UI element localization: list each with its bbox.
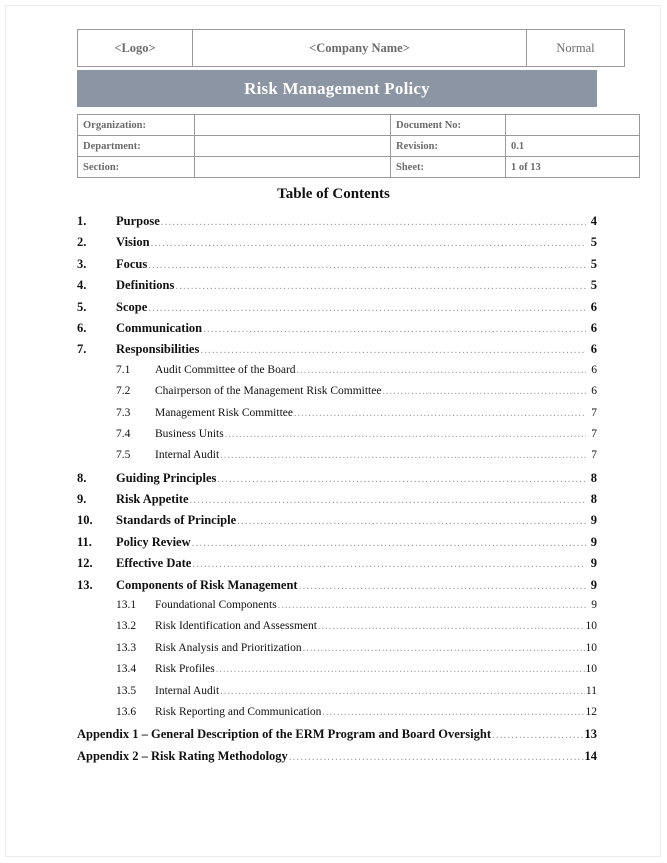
toc-dot-leader xyxy=(217,474,586,485)
toc-entry-label: Components of Risk Management xyxy=(116,577,298,592)
toc-dot-leader xyxy=(203,324,586,335)
toc-entry-number: 13.2 xyxy=(116,620,137,633)
toc-entry[interactable] xyxy=(77,214,597,235)
toc-entry-label: Appendix 2 – Risk Rating Methodology xyxy=(77,748,288,763)
toc-entry-number: 1. xyxy=(77,214,87,228)
toc-entry-page-number: 10 xyxy=(585,663,597,676)
toc-dot-leader xyxy=(278,601,586,611)
department-value xyxy=(195,136,391,157)
toc-entry-number: 7.4 xyxy=(116,427,131,440)
toc-entry-number: 10. xyxy=(77,513,93,528)
toc-entry-page-number: 11 xyxy=(585,684,597,697)
toc-dot-leader xyxy=(148,303,586,314)
toc-entry-label: Risk Identification and Assessment xyxy=(155,620,317,633)
toc-entry-label: Foundational Components xyxy=(155,599,277,612)
toc-entry-page-number: 6 xyxy=(590,299,597,314)
toc-entry[interactable] xyxy=(77,321,597,342)
toc-dot-leader xyxy=(151,238,586,249)
toc-entry-page-number: 14 xyxy=(584,748,597,763)
toc-entry-label: Responsibilities xyxy=(116,342,200,357)
toc-dot-leader xyxy=(322,708,584,718)
toc-entry-number: 13.5 xyxy=(116,684,137,697)
organization-value xyxy=(195,115,391,136)
toc-entry[interactable] xyxy=(77,385,597,406)
toc-entry-label: Purpose xyxy=(116,214,160,228)
toc-entry-label: Internal Audit xyxy=(155,449,220,462)
toc-dot-leader xyxy=(297,366,586,376)
toc-entry-label: Guiding Principles xyxy=(116,470,217,485)
toc-dot-leader xyxy=(220,687,585,697)
toc-entry[interactable] xyxy=(77,706,597,727)
toc-entry-page-number: 8 xyxy=(590,470,597,485)
toc-entry-number: 13.4 xyxy=(116,663,137,676)
toc-entry-page-number: 9 xyxy=(590,556,597,571)
toc-entry-number: 4. xyxy=(77,278,87,293)
toc-entry-number: 7.5 xyxy=(116,449,131,462)
toc-entry[interactable] xyxy=(77,257,597,278)
table-row xyxy=(78,157,640,178)
classification-cell: Normal xyxy=(527,30,625,67)
company-name-cell: <Company Name> xyxy=(193,30,527,67)
toc-entry-label: Chairperson of the Management Risk Committee xyxy=(155,385,382,398)
toc-entry-label: Risk Appetite xyxy=(116,492,189,507)
revision-label: Revision: xyxy=(391,136,506,157)
document-header-table xyxy=(77,29,625,67)
toc-entry-number: 7.2 xyxy=(116,385,131,398)
toc-entry-page-number: 9 xyxy=(590,577,597,592)
toc-entry[interactable] xyxy=(77,685,597,706)
toc-entry-number: 13.6 xyxy=(116,705,137,718)
toc-dot-leader xyxy=(192,538,586,549)
toc-entry-number: 9. xyxy=(77,492,87,507)
toc-entry[interactable] xyxy=(77,471,597,492)
toc-entry[interactable] xyxy=(77,642,597,663)
toc-dot-leader xyxy=(192,559,586,570)
toc-entry-page-number: 9 xyxy=(590,513,597,528)
toc-entry[interactable] xyxy=(77,727,597,748)
toc-entry-page-number: 5 xyxy=(590,235,597,250)
toc-entry[interactable] xyxy=(77,235,597,256)
toc-entry[interactable] xyxy=(77,364,597,385)
toc-entry-page-number: 4 xyxy=(590,214,597,228)
toc-dot-leader xyxy=(190,495,586,506)
toc-entry-number: 5. xyxy=(77,299,87,314)
toc-entry-label: Communication xyxy=(116,320,203,335)
document-meta-table xyxy=(77,114,640,178)
toc-dot-leader xyxy=(225,430,586,440)
toc-entry-label: Business Units xyxy=(155,427,224,440)
table-row xyxy=(78,136,640,157)
toc-entry-page-number: 7 xyxy=(591,406,597,419)
sheet-value: 1 of 13 xyxy=(506,157,640,178)
revision-value: 0.1 xyxy=(506,136,640,157)
toc-entry[interactable] xyxy=(77,620,597,641)
toc-dot-leader xyxy=(216,665,585,675)
toc-entry[interactable] xyxy=(77,599,597,620)
toc-entry[interactable] xyxy=(77,513,597,534)
toc-entry-label: Risk Profiles xyxy=(155,663,215,676)
department-label: Department: xyxy=(78,136,195,157)
toc-entry[interactable] xyxy=(77,556,597,577)
toc-dot-leader xyxy=(289,752,584,763)
toc-entry[interactable] xyxy=(77,407,597,428)
logo-placeholder-cell: <Logo> xyxy=(78,30,193,67)
toc-entry[interactable] xyxy=(77,300,597,321)
toc-entry-label: Risk Analysis and Prioritization xyxy=(155,641,302,654)
toc-entry[interactable] xyxy=(77,449,597,470)
toc-entry-label: Definitions xyxy=(116,278,175,293)
toc-entry-number: 2. xyxy=(77,235,87,250)
toc-dot-leader xyxy=(237,516,586,527)
toc-entry-page-number: 6 xyxy=(591,385,597,398)
toc-entry[interactable] xyxy=(77,342,597,363)
toc-entry-label: Management Risk Committee xyxy=(155,406,293,419)
toc-dot-leader xyxy=(492,730,584,741)
document-no-value xyxy=(506,115,640,136)
toc-entry-label: Focus xyxy=(116,256,148,271)
toc-list xyxy=(77,214,597,770)
toc-entry-page-number: 8 xyxy=(590,492,597,507)
toc-dot-leader xyxy=(200,345,586,356)
toc-entry-number: 7. xyxy=(77,342,87,357)
sheet-label: Sheet: xyxy=(391,157,506,178)
toc-dot-leader xyxy=(148,260,586,271)
toc-entry-page-number: 6 xyxy=(591,363,597,376)
document-no-label: Document No: xyxy=(391,115,506,136)
toc-entry[interactable] xyxy=(77,578,597,599)
toc-entry-number: 7.3 xyxy=(116,406,131,419)
toc-entry-page-number: 10 xyxy=(585,620,597,633)
toc-entry-number: 7.1 xyxy=(116,363,131,376)
toc-entry-page-number: 5 xyxy=(590,256,597,271)
toc-entry-label: Appendix 1 – General Description of the ERM Program and Board Oversight xyxy=(77,727,491,742)
toc-dot-leader xyxy=(175,281,586,292)
section-label: Section: xyxy=(78,157,195,178)
toc-entry[interactable] xyxy=(77,492,597,513)
toc-entry-label: Scope xyxy=(116,299,148,314)
table-row xyxy=(78,30,625,67)
toc-dot-leader xyxy=(161,217,586,228)
document-title-banner xyxy=(77,70,597,107)
toc-entry[interactable] xyxy=(77,428,597,449)
toc-entry-number: 3. xyxy=(77,256,87,271)
toc-entry-number: 12. xyxy=(77,556,93,571)
toc-entry-number: 8. xyxy=(77,470,87,485)
toc-entry-number: 13.3 xyxy=(116,641,137,654)
toc-entry-page-number: 7 xyxy=(591,427,597,440)
toc-entry[interactable] xyxy=(77,278,597,299)
toc-entry-page-number: 10 xyxy=(585,641,597,654)
toc-entry-page-number: 12 xyxy=(585,705,597,718)
toc-dot-leader xyxy=(220,451,586,461)
page-title: Risk Management Policy xyxy=(244,78,430,98)
toc-entry-label: Policy Review xyxy=(116,534,191,549)
toc-entry-page-number: 6 xyxy=(590,320,597,335)
toc-entry-page-number: 9 xyxy=(591,599,597,612)
toc-entry-page-number: 9 xyxy=(590,534,597,549)
toc-entry-page-number: 7 xyxy=(591,449,597,462)
toc-entry[interactable] xyxy=(77,663,597,684)
toc-dot-leader xyxy=(294,409,586,419)
section-value xyxy=(195,157,391,178)
toc-entry-label: Risk Reporting and Communication xyxy=(155,705,322,718)
toc-dot-leader xyxy=(318,622,585,632)
table-row xyxy=(78,115,640,136)
organization-label: Organization: xyxy=(78,115,195,136)
toc-entry-label: Standards of Principle xyxy=(116,513,237,528)
toc-entry-page-number: 13 xyxy=(584,727,597,742)
toc-heading: Table of Contents xyxy=(277,186,390,202)
toc-dot-leader xyxy=(303,644,585,654)
toc-entry-page-number: 6 xyxy=(590,342,597,357)
toc-entry-page-number: 5 xyxy=(590,278,597,293)
toc-dot-leader xyxy=(382,387,586,397)
toc-entry[interactable] xyxy=(77,535,597,556)
toc-entry-number: 13. xyxy=(77,577,93,592)
toc-entry-label: Internal Audit xyxy=(155,684,220,697)
toc-entry-number: 6. xyxy=(77,320,87,335)
toc-entry-label: Audit Committee of the Board xyxy=(155,363,296,376)
toc-entry-label: Vision xyxy=(116,235,150,250)
toc-entry[interactable] xyxy=(77,749,597,770)
toc-entry-label: Effective Date xyxy=(116,556,192,571)
toc-entry-number: 13.1 xyxy=(116,599,137,612)
toc-dot-leader xyxy=(299,581,586,592)
toc-entry-number: 11. xyxy=(77,534,92,549)
